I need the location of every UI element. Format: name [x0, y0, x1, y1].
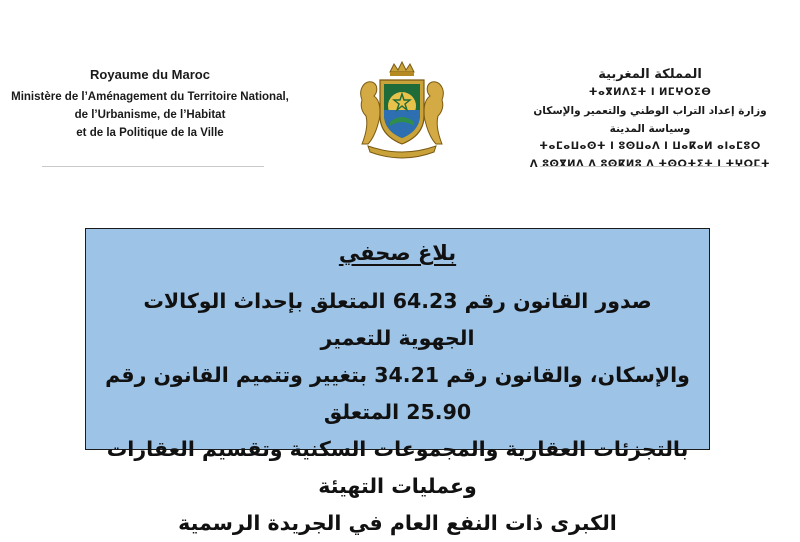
- ministry-name-arabic: وزارة إعداد التراب الوطني والتعمير والإسكان وسياسة المدينة: [533, 105, 767, 135]
- ministry-header-arabic: [520, 66, 780, 174]
- press-release-body: [104, 283, 691, 542]
- header-divider-right: [540, 166, 762, 167]
- ministry-header-french: [0, 66, 300, 142]
- country-name-french: Royaume du Maroc: [90, 67, 210, 82]
- ministry-name-tifinagh-1: ⵜⴰⵎⴰⵡⴰⵙⵜ ⵏ ⵓⵙⵡⴰⴷ ⵏ ⵡⴰⴽⴰⵍ ⴰⵏⴰⵎⵓⵔ: [539, 141, 761, 152]
- press-release-line-2: والإسكان، والقانون رقم 34.21 بتغيير وتتميم القانون رقم 25.90 المتعلق: [105, 363, 690, 424]
- ministry-name-tifinagh-2: ⴷ ⵓⵙⴳⵍⴷ ⴷ ⵓⵙⴽⵍⵓ ⴷ ⵜⵙⵔⵜⵉⵜ ⵏ ⵜⵖⵔⵎⵜ: [529, 159, 771, 170]
- ministry-line-1: Ministère de l’Aménagement du Territoire National,: [11, 91, 289, 103]
- country-name-arabic: المملكة المغربية: [598, 67, 702, 82]
- press-release-line-4: الكبرى ذات النفع العام في الجريدة الرسمية: [178, 511, 617, 535]
- ministry-line-2: de l’Urbanisme, de l’Habitat: [74, 109, 226, 121]
- press-release-box: [85, 228, 710, 535]
- ministry-line-3: et de la Politique de la Ville: [76, 127, 224, 139]
- press-release-line-1: صدور القانون رقم 64.23 المتعلق بإحداث الوكالات الجهوية للتعمير: [143, 289, 652, 350]
- country-name-tifinagh: ⵜⴰⴳⵍⴷⵉⵜ ⵏ ⵍⵎⵖⵔⵉⴱ: [588, 87, 712, 98]
- moroccan-coat-of-arms-icon: [354, 60, 450, 160]
- header-divider-left: [42, 166, 264, 167]
- press-release-line-3: بالتجزئات العقارية والمجموعات السكنية وتقسيم العقارات وعمليات التهيئة: [106, 437, 689, 498]
- press-release-title: بلاغ صحفي: [338, 241, 457, 265]
